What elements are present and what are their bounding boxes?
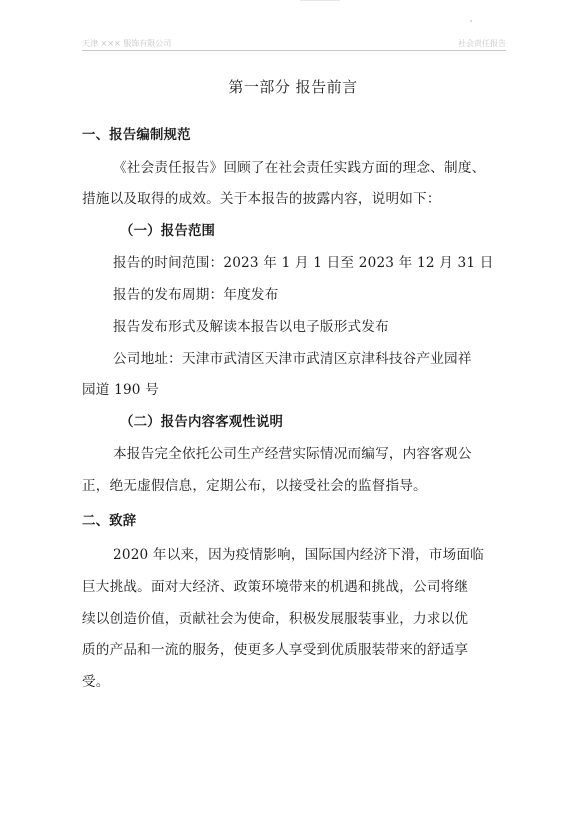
running-header bbox=[82, 38, 506, 51]
paragraph-line: 报告的发布周期：年度发布 bbox=[113, 287, 279, 303]
paragraph-line: 受。 bbox=[82, 674, 110, 690]
paragraph-line: 正，绝无虚假信息，定期公布，以接受社会的监督指导。 bbox=[82, 478, 427, 494]
scan-mark bbox=[300, 0, 340, 1]
paragraph-line: 园道 190 号 bbox=[82, 382, 159, 398]
page-title: 第一部分 报告前言 bbox=[228, 78, 358, 96]
paragraph-line: 措施以及取得的成效。关于本报告的披露内容，说明如下： bbox=[82, 191, 441, 207]
subsection-heading-1: （一）报告范围 bbox=[120, 224, 216, 239]
header-left-text: 天津 ××× 服饰有限公司 bbox=[82, 39, 172, 48]
section-heading-2: 二、致辞 bbox=[82, 514, 137, 529]
subsection-heading-2: （二）报告内容客观性说明 bbox=[120, 415, 284, 430]
paragraph-line: 报告的时间范围：2023 年 1 月 1 日至 2023 年 12 月 31 日 bbox=[113, 255, 494, 271]
paragraph-line: 本报告完全依托公司生产经营实际情况而编写，内容客观公 bbox=[113, 446, 472, 462]
scan-speck bbox=[470, 20, 472, 22]
paragraph-line: 《社会责任报告》回顾了在社会责任实践方面的理念、制度、 bbox=[113, 160, 486, 176]
paragraph-line: 巨大挑战。面对大经济、政策环境带来的机遇和挑战，公司将继 bbox=[82, 579, 469, 595]
paragraph-line: 质的产品和一流的服务，使更多人享受到优质服装带来的舒适享 bbox=[82, 642, 469, 658]
paragraph-line: 报告发布形式及解读本报告以电子版形式发布 bbox=[113, 319, 389, 335]
paragraph-line: 续以创造价值，贡献社会为使命，积极发展服装事业，力求以优 bbox=[82, 611, 469, 627]
header-right-text: 社会责任报告 bbox=[458, 39, 506, 48]
section-heading-1: 一、报告编制规范 bbox=[82, 128, 191, 143]
paragraph-line: 公司地址：天津市武清区天津市武清区京津科技谷产业园祥 bbox=[113, 351, 472, 367]
paragraph-line: 2020 年以来，因为疫情影响，国际国内经济下滑，市场面临 bbox=[113, 547, 484, 563]
